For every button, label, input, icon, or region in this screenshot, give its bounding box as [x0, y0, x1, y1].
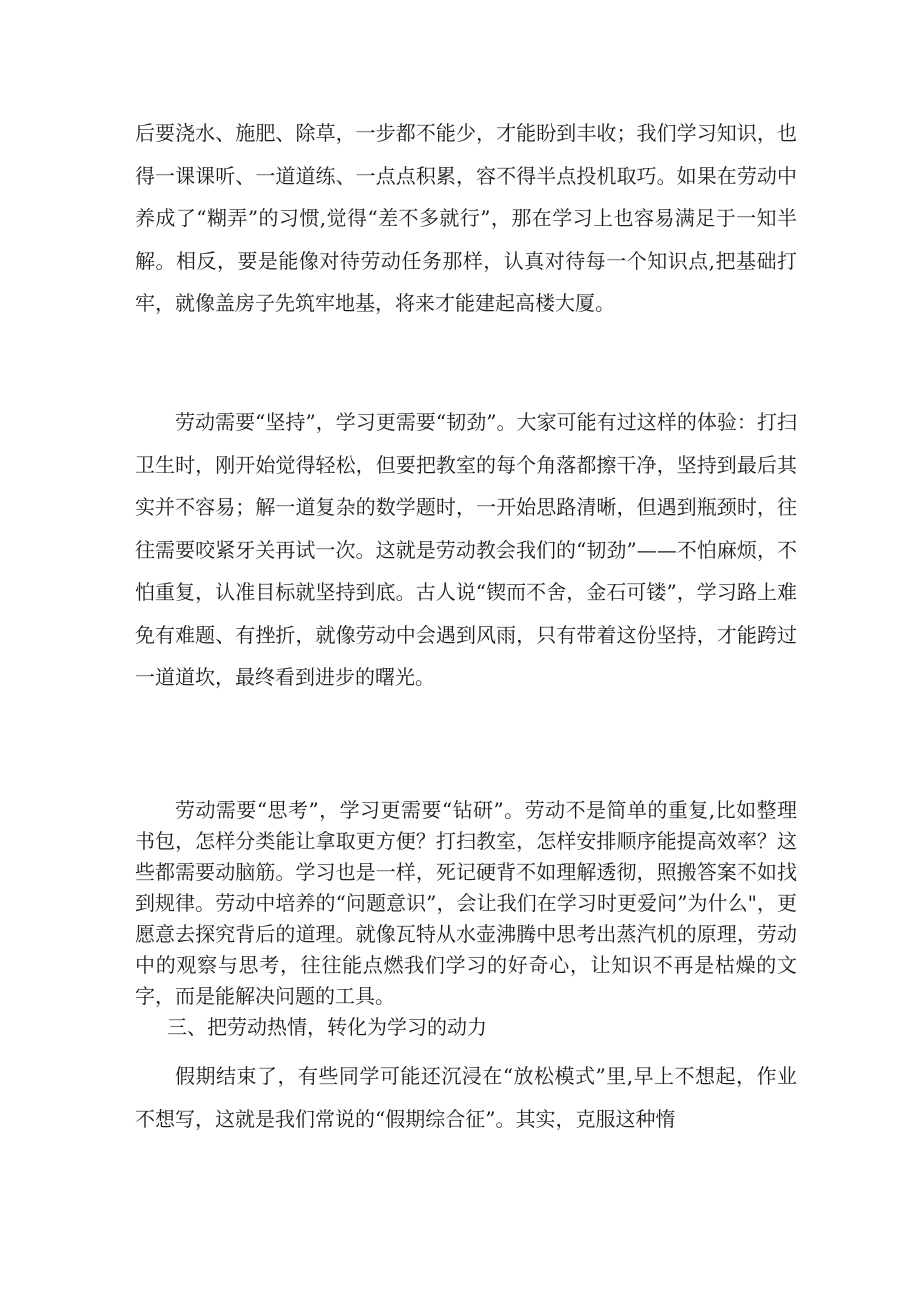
section-heading: 三、把劳动热情，转化为学习的动力	[167, 1015, 487, 1039]
paragraph-holiday: 假期结束了，有些同学可能还沉浸在“放松模式”里,早上不想起，作业不想写，这就是我们常说的“假期综合征”。其实，克服这种惰	[135, 1064, 797, 1131]
paragraph-diligence: 后要浇水、施肥、除草，一步都不能少，才能盼到丰收；我们学习知识，也得一课课听、一道道练、一点点积累，容不得半点投机取巧。如果在劳动中养成了“糊弄”的习惯,觉得“差不多就行”，那在学习上也容易满足于一知半解。相反，要是能像对待劳动任务那样，认真对待每一个知识点,把基础打牢，就像盖房子先筑牢地基，将来才能建起高楼大厦。	[135, 121, 797, 315]
paragraph-persistence: 劳动需要“坚持”，学习更需要“韧劲”。大家可能有过这样的体验：打扫卫生时，刚开始觉得轻松，但要把教室的每个角落都擦干净，坚持到最后其实并不容易；解一道复杂的数学题时，一开始思路清晰，但遇到瓶颈时，往往需要咬紧牙关再试一次。这就是劳动教会我们的“韧劲”——不怕麻烦，不怕重复，认准目标就坚持到底。古人说“锲而不舍，金石可镂”，学习路上难免有难题、有挫折，就像劳动中会遇到风雨，只有带着这份坚持，才能跨过一道道坎，最终看到进步的曙光。	[135, 410, 797, 689]
paragraph-thinking: 劳动需要“思考”，学习更需要“钻研”。劳动不是简单的重复,比如整理书包，怎样分类能让拿取更方便？打扫教室，怎样安排顺序能提高效率？这些都需要动脑筋。学习也是一样，死记硬背不如理解透彻，照搬答案不如找到规律。劳动中培养的“问题意识”，会让我们在学习时更爱问”为什么"，更愿意去探究背后的道理。就像瓦特从水壶沸腾中思考出蒸汽机的原理，劳动中的观察与思考，往往能点燃我们学习的好奇心，让知识不再是枯燥的文字，而是能解决问题的工具。	[135, 798, 797, 1008]
